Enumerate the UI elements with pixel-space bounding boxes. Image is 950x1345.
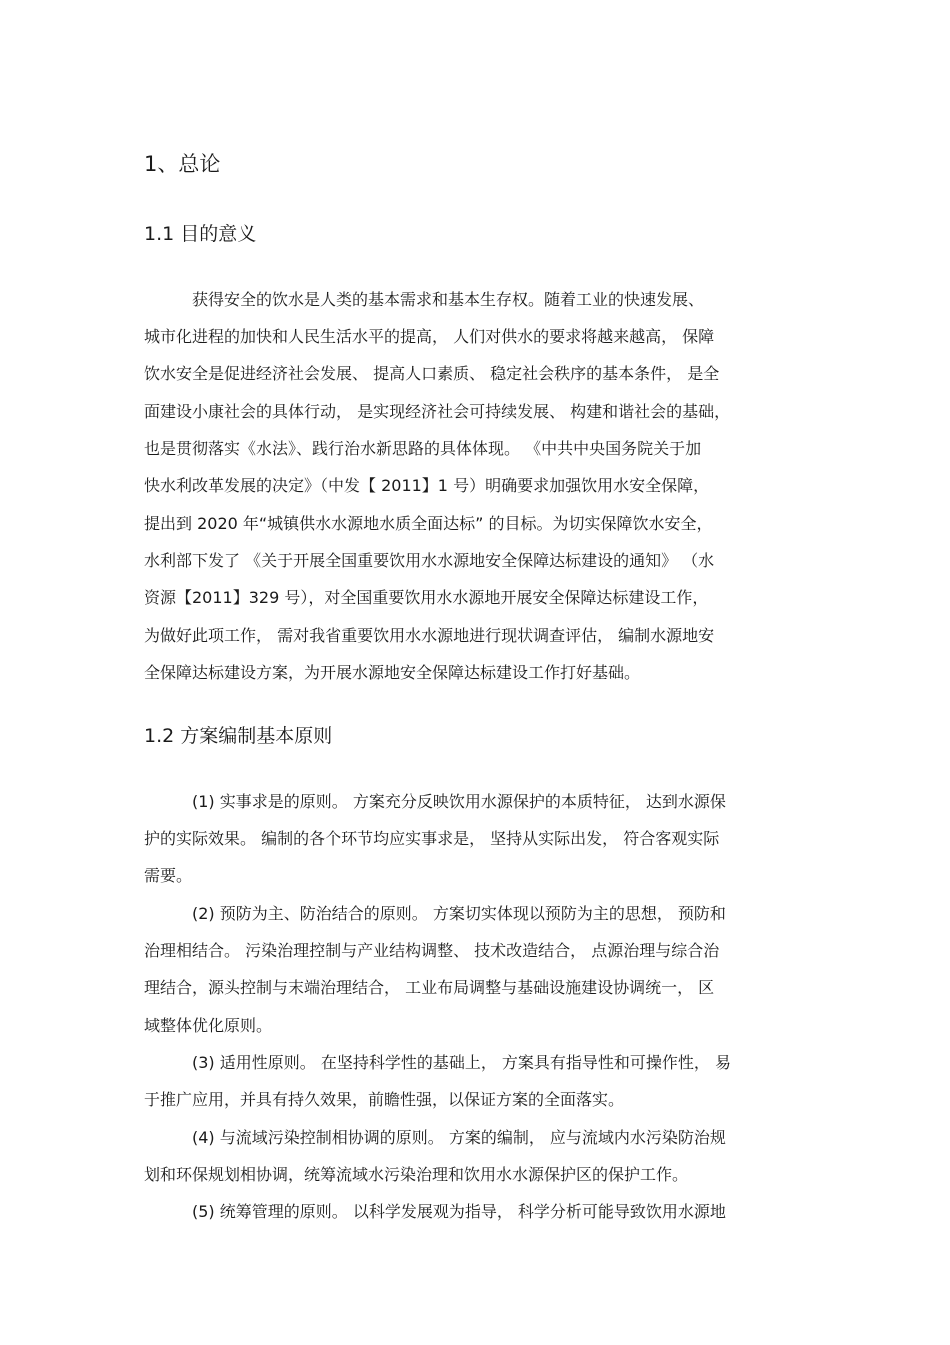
paragraph-line: 理结合，源头控制与末端治理结合， 工业布局调整与基础设施建设协调统一， 区 [144,978,715,997]
paragraph-line: 快水利改革发展的决定》（中发【 2011】1 号）明确要求加强饮用水安全保障， [144,476,710,495]
paragraph-line: (2) 预防为主、防治结合的原则。 方案切实体现以预防为主的思想， 预防和 [192,904,726,923]
paragraph-line: 提出到 2020 年“城镇供水水源地水质全面达标” 的目标。为切实保障饮水安全， [144,514,713,533]
section-heading-1-2: 1.2 方案编制基本原则 [144,725,333,747]
paragraph-line: 域整体优化原则。 [144,1016,273,1035]
paragraph-line: 为做好此项工作， 需对我省重要饮用水水源地进行现状调查评估， 编制水源地安 [144,626,715,645]
chapter-heading: 1、总论 [144,152,221,176]
paragraph-line: (1) 实事求是的原则。 方案充分反映饮用水源保护的本质特征， 达到水源保 [192,792,726,811]
paragraph-line: (4) 与流域污染控制相协调的原则。 方案的编制， 应与流域内水污染防治规 [192,1128,726,1147]
paragraph-line: 需要。 [144,866,193,885]
paragraph-line: 全保障达标建设方案，为开展水源地安全保障达标建设工作打好基础。 [144,663,641,682]
paragraph-line: (3) 适用性原则。 在坚持科学性的基础上， 方案具有指导性和可操作性， 易 [192,1053,732,1072]
paragraph-line: (5) 统筹管理的原则。 以科学发展观为指导， 科学分析可能导致饮用水源地 [192,1202,726,1221]
paragraph-line: 于推广应用，并具有持久效果，前瞻性强，以保证方案的全面落实。 [144,1090,625,1109]
paragraph-line: 也是贯彻落实《水法》、践行治水新思路的具体体现。 《中共中央国务院关于加 [144,439,702,458]
paragraph-line: 划和环保规划相协调，统筹流域水污染治理和饮用水水源保护区的保护工作。 [144,1165,689,1184]
paragraph-line: 城市化进程的加快和人民生活水平的提高， 人们对供水的要求将越来越高， 保障 [144,327,715,346]
paragraph-line: 资源【2011】329 号），对全国重要饮用水水源地开展安全保障达标建设工作， [144,588,709,607]
paragraph-line: 面建设小康社会的具体行动， 是实现经济社会可持续发展、 构建和谐社会的基础， [144,402,731,421]
paragraph-line: 获得安全的饮水是人类的基本需求和基本生存权。随着工业的快速发展、 [192,290,705,309]
paragraph-line: 饮水安全是促进经济社会发展、 提高人口素质、 稳定社会秩序的基本条件， 是全 [144,364,720,383]
paragraph-line: 水利部下发了 《关于开展全国重要饮用水水源地安全保障达标建设的通知》 （水 [144,551,715,570]
section-heading-1-1: 1.1 目的意义 [144,223,257,245]
paragraph-line: 治理相结合。 污染治理控制与产业结构调整、 技术改造结合， 点源治理与综合治 [144,941,720,960]
paragraph-line: 护的实际效果。 编制的各个环节均应实事求是， 坚持从实际出发， 符合客观实际 [144,829,720,848]
